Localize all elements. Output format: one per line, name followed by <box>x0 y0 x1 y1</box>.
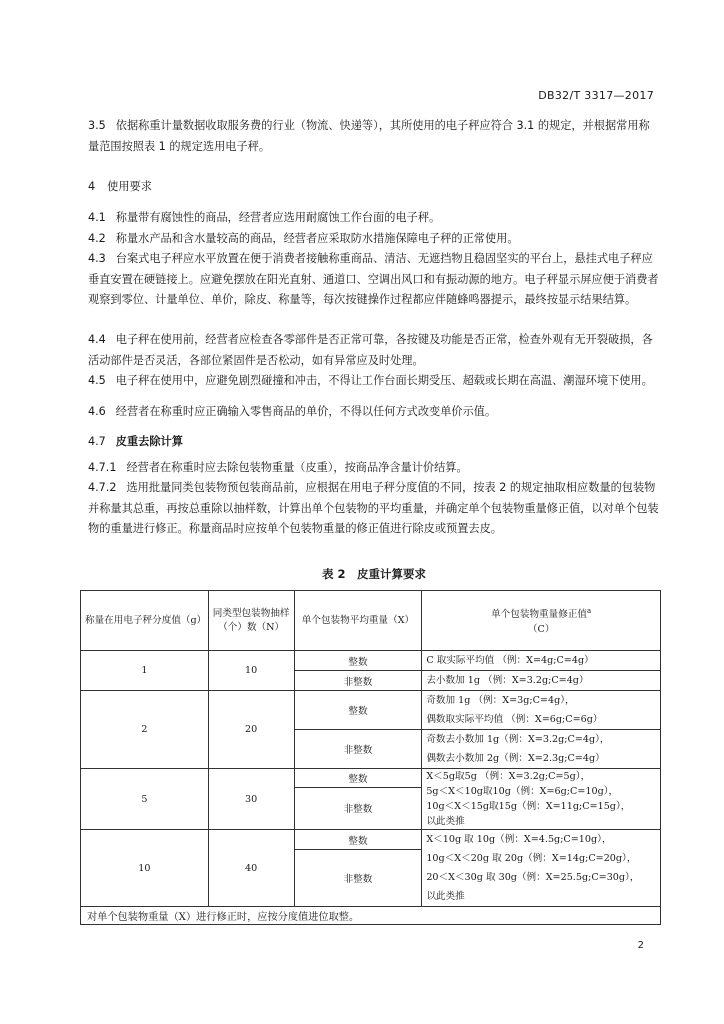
cell-division: 1 <box>81 651 209 691</box>
tare-calculation-table <box>80 590 661 925</box>
clause-number: 4.6 <box>88 405 106 418</box>
page-number: 2 <box>637 940 644 951</box>
clause-title: 皮重去除计算 <box>115 435 183 448</box>
cell-sample-count: 10 <box>208 651 294 691</box>
clause-3-5 <box>88 116 660 157</box>
correction-line: 5g＜X＜10g取10g（例：X=6g;C=10g）， <box>426 786 619 797</box>
clause-number: 4.1 <box>88 211 106 224</box>
correction-line: 奇数加 1g （例：X=3g;C=4g）， <box>426 695 575 706</box>
clause-number: 4.3 <box>88 252 106 265</box>
cell-sample-count: 40 <box>208 830 294 907</box>
cell-correction: 去小数加 1g （例：X=3.2g;C=4g） <box>422 671 661 691</box>
cell-non-integer: 非整数 <box>294 850 422 907</box>
table-footnote: 对单个包装物重量（X）进行修正时，应按分度值进位取整。 <box>81 907 661 925</box>
correction-line: 偶数取实际平均值 （例：X=6g;C=6g） <box>426 714 603 725</box>
cell-integer: 整数 <box>294 691 422 730</box>
correction-line: X＜10g 取 10g（例：X=4.5g;C=10g）， <box>426 834 612 845</box>
cell-division: 2 <box>81 691 209 769</box>
cell-integer: 整数 <box>294 830 422 850</box>
clause-4-2 <box>88 229 660 250</box>
table-row <box>81 769 661 788</box>
correction-line: 10g＜X＜15g取15g（例：X=11g;C=15g）， <box>426 801 631 812</box>
clause-4-5 <box>88 371 660 392</box>
table-row <box>81 651 661 671</box>
cell-integer: 整数 <box>294 769 422 788</box>
header-correction-symbol: （C） <box>527 623 555 635</box>
table-footnote-row <box>81 907 661 925</box>
correction-line: 偶数去小数加 2g（例：X=2.3g;C=4g） <box>426 753 605 764</box>
cell-division: 5 <box>81 769 209 830</box>
clause-number: 4.7.2 <box>88 481 117 494</box>
clause-text: 经营者在称重时应正确输入零售商品的单价，不得以任何方式改变单价示值。 <box>115 405 497 418</box>
cell-non-integer: 非整数 <box>294 671 422 691</box>
clause-text: 电子秤在使用前，经营者应检查各零部件是否正常可靠，各按键及功能是否正常，检查外观有无开裂破损，各活动部件是否灵活，各部位紧固件是否松动，如有异常应及时处理。 <box>88 333 653 367</box>
clause-text: 称量水产品和含水量较高的商品，经营者应采取防水措施保障电子秤的正常使用。 <box>115 232 519 245</box>
cell-division: 10 <box>81 830 209 907</box>
correction-line: 以此类推 <box>426 816 465 827</box>
cell-correction <box>422 769 661 830</box>
header-average-weight: 单个包装物平均重量（X） <box>294 591 422 651</box>
clause-number: 4.7.1 <box>88 461 117 474</box>
table-row <box>81 691 661 730</box>
section-4-heading <box>88 178 152 194</box>
cell-sample-count: 30 <box>208 769 294 830</box>
cell-correction <box>422 691 661 730</box>
clause-text: 选用批量同类包装物预包装商品前，应根据在用电子秤分度值的不同，按表 2 的规定抽取相应数量的包装物并称量其总重，再按总重除以抽样数，计算出单个包装物的平均重量，并确定单个包装物重量修正值，以对单个包装物的重量进行修正。称量商品时应按单个包装物重量的修正值进行除皮或预置去皮。 <box>88 481 659 535</box>
correction-line: 奇数去小数加 1g（例：X=3.2g;C=4g）， <box>426 734 610 745</box>
cell-non-integer: 非整数 <box>294 730 422 769</box>
document-code: DB32/T 3317—2017 <box>538 89 654 102</box>
table-caption: 表 2 皮重计算要求 <box>321 567 426 581</box>
cell-sample-count: 20 <box>208 691 294 769</box>
clause-4-3 <box>88 249 660 311</box>
table-row <box>81 830 661 850</box>
header-correction-value <box>422 591 661 651</box>
clause-text: 经营者在称重时应去除包装物重量（皮重），按商品净含量计价结算。 <box>126 461 468 474</box>
clause-number: 3.5 <box>88 119 106 132</box>
clause-4-1 <box>88 208 660 229</box>
table-header-row <box>81 591 661 651</box>
clause-text: 称量带有腐蚀性的商品，经营者应选用耐腐蚀工作台面的电子秤。 <box>115 211 441 224</box>
clause-number: 4.2 <box>88 232 106 245</box>
section-title: 使用要求 <box>107 180 152 193</box>
clause-text: 依据称重计量数据收取服务费的行业（物流、快递等），其所使用的电子秤应符合 3.1 的规定，并根据常用称量范围按照表 1 的规定选用电子秤。 <box>88 119 650 153</box>
clause-4-7-1 <box>88 458 660 479</box>
clause-number: 4.4 <box>88 333 106 346</box>
clause-4-6 <box>88 402 660 423</box>
footnote-marker: a <box>587 607 592 616</box>
cell-non-integer: 非整数 <box>294 787 422 829</box>
cell-correction <box>422 730 661 769</box>
clause-4-4 <box>88 330 660 371</box>
correction-line: 20＜X＜30g 取 30g（例：X=25.5g;C=30g）， <box>426 872 640 883</box>
correction-line: 以此类推 <box>426 891 465 902</box>
clause-4-7 <box>88 432 660 453</box>
correction-line: 10g＜X＜20g 取 20g（例：X=14g;C=20g）， <box>426 853 637 864</box>
clause-4-7-2 <box>88 478 660 540</box>
header-correction-title: 单个包装物重量修正值 <box>491 609 588 621</box>
correction-line: X＜5g取5g （例：X=3.2g;C=5g）， <box>426 771 591 782</box>
header-division-value: 称量在用电子秤分度值（g） <box>81 591 209 651</box>
cell-correction <box>422 830 661 907</box>
section-number: 4 <box>88 180 96 193</box>
clause-number: 4.7 <box>88 435 106 448</box>
cell-integer: 整数 <box>294 651 422 671</box>
clause-number: 4.5 <box>88 374 106 387</box>
clause-text: 台案式电子秤应水平放置在便于消费者接触称重商品、清洁、无遮挡物且稳固坚实的平台上，悬挂式电子秤应垂直安置在硬链接上。应避免摆放在阳光直射、通道口、空调出风口和有振动源的地方。电子秤显示屏应便于消费者观察到零位、计量单位、单价，除皮、称量等，每次按键操作过程都应伴随蜂鸣器提示，最终按显示结果结算。 <box>88 252 659 306</box>
cell-correction: C 取实际平均值 （例：X=4g;C=4g） <box>422 651 661 671</box>
clause-text: 电子秤在使用中，应避免剧烈碰撞和冲击，不得让工作台面长期受压、超载或长期在高温、潮湿环境下使用。 <box>115 374 653 387</box>
header-sample-count: 同类型包装物抽样（个）数（N） <box>208 591 294 651</box>
